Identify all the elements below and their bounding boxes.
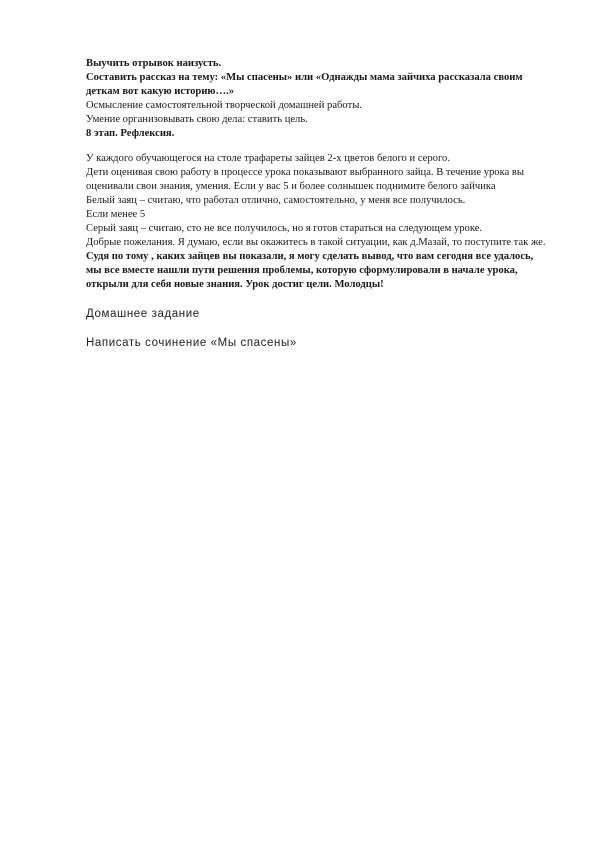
document-content (86, 57, 548, 351)
text-good-wishes: Добрые пожелания. Я думаю, если вы окажитесь в такой ситуации, как д.Мазай, то поступите так же. (86, 237, 546, 248)
text-children-evaluate: Дети оценивая свою работу в процессе урока показывают выбранного зайца. В течение урока вы оценивали свои знания, умения. Если у вас 5 и более солнышек поднимите белого зайчика (86, 167, 525, 192)
paragraph-gap (86, 141, 548, 152)
homework-task: Написать сочинение «Мы спасены» (86, 337, 297, 349)
task-compose-story: Составить рассказ на тему: «Мы спасены» или «Однажды мама зайчиха рассказала своим деткам вот какую историю….» (86, 72, 523, 97)
homework-title: Домашнее задание (86, 308, 200, 320)
text-white-hare: Белый заяц – считаю, что работал отлично, самостоятельно, у меня все получилось. (86, 195, 466, 206)
text-conclusion: Судя по тому , каких зайцев вы показали, я могу сделать вывод, что вам сегодня все удалось, мы все вместе нашли пути решения проблемы, которую сформулировали в начале урока, открыли для себя новые знания. Урок достиг цели. Молодцы! (86, 251, 534, 290)
text-comprehension: Осмысление самостоятельной творческой домашней работы. (86, 100, 362, 111)
text-less-than-five: Если менее 5 (86, 209, 146, 220)
text-organize-goals: Умение организовывать свою дела: ставить цель. (86, 114, 308, 125)
text-grey-hare: Серый заяц – считаю, сто не все получилось, но я готов стараться на следующем уроке. (86, 223, 483, 234)
task-memorize: Выучить отрывок наизусть. (86, 58, 222, 69)
stage-reflection-heading: 8 этап. Рефлексия. (86, 128, 175, 139)
text-hare-stencils: У каждого обучающегося на столе трафареты зайцев 2-х цветов белого и серого. (86, 153, 450, 164)
